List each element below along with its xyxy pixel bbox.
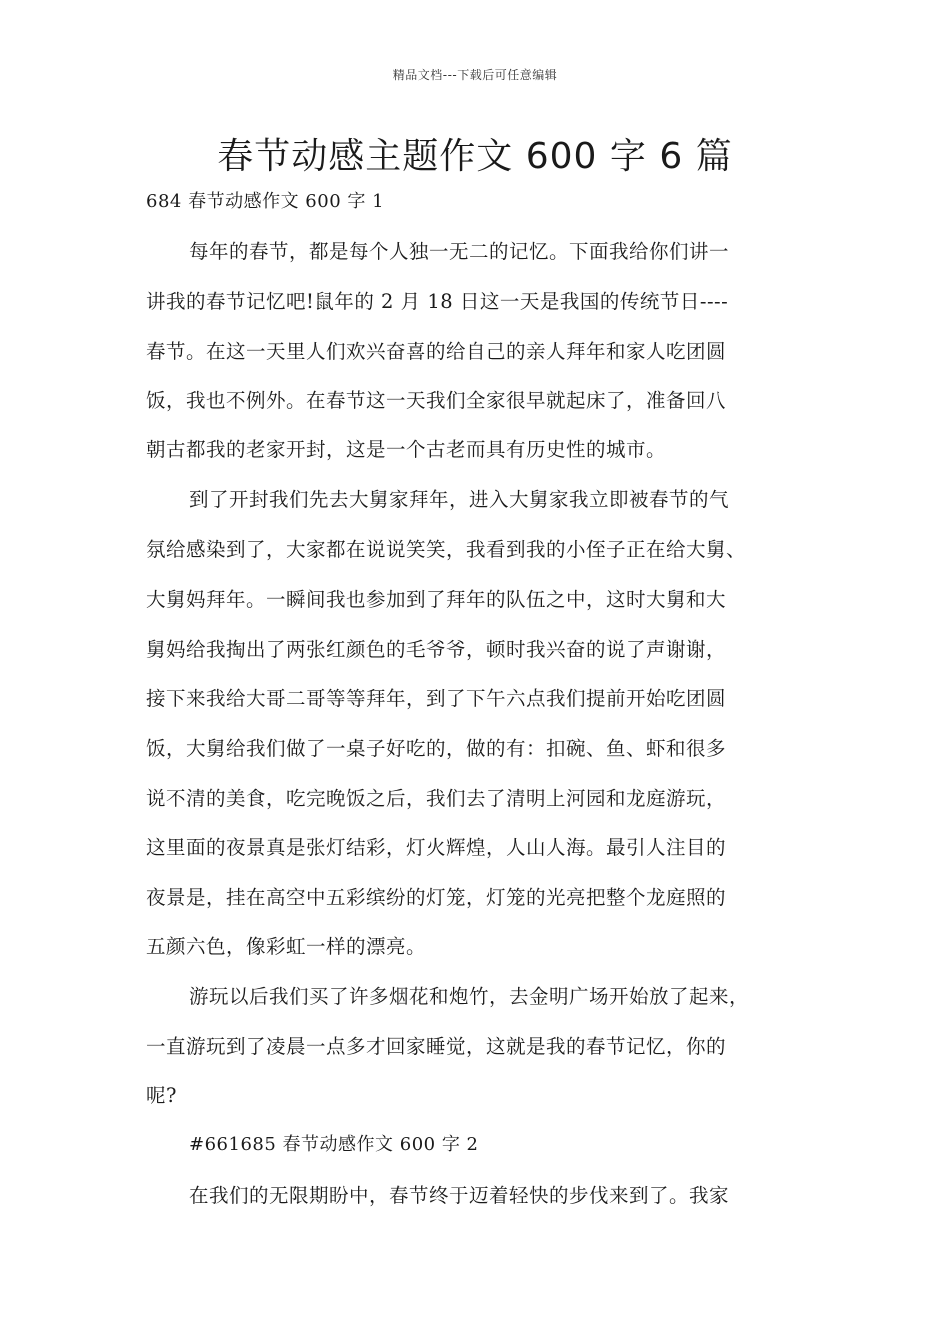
paragraph-line: 饭，大舅给我们做了一桌子好吃的，做的有：扣碗、鱼、虾和很多 [146,737,727,760]
section-heading: #661685 春节动感作文 600 字 2 [189,1134,479,1155]
paragraph-line: 夜景是，挂在高空中五彩缤纷的灯笼，灯笼的光亮把整个龙庭照的 [146,886,727,909]
paragraph-line: 游玩以后我们买了许多烟花和炮竹，去金明广场开始放了起来， [189,985,750,1008]
paragraph-line: 到了开封我们先去大舅家拜年，进入大舅家我立即被春节的气 [189,488,730,511]
header-note: 精品文档---下载后可任意编辑 [392,68,558,82]
paragraph-line: 大舅妈拜年。一瞬间我也参加到了拜年的队伍之中，这时大舅和大 [146,588,727,611]
document-title: 春节动感主题作文 600 字 6 篇 [217,136,733,177]
paragraph-line: 在我们的无限期盼中，春节终于迈着轻快的步伐来到了。我家 [189,1184,730,1207]
paragraph-line: 每年的春节，都是每个人独一无二的记忆。下面我给你们讲一 [189,240,730,263]
paragraph-line: 春节。在这一天里人们欢兴奋喜的给自己的亲人拜年和家人吃团圆 [146,340,727,363]
paragraph-line: 氛给感染到了，大家都在说说笑笑，我看到我的小侄子正在给大舅、 [146,538,747,561]
paragraph-line: 呢? [146,1084,177,1107]
paragraph-line: 接下来我给大哥二哥等等拜年，到了下午六点我们提前开始吃团圆 [146,687,727,710]
paragraph-line: 朝古都我的老家开封，这是一个古老而具有历史性的城市。 [146,438,667,461]
paragraph-line: 五颜六色，像彩虹一样的漂亮。 [146,935,427,958]
paragraph-line: 说不清的美食，吃完晚饭之后，我们去了清明上河园和龙庭游玩， [146,787,727,810]
paragraph-line: 饭，我也不例外。在春节这一天我们全家很早就起床了，准备回八 [146,389,727,412]
paragraph-line: 这里面的夜景真是张灯结彩，灯火辉煌，人山人海。最引人注目的 [146,836,727,859]
paragraph-line: 讲我的春节记忆吧!鼠年的 2 月 18 日这一天是我国的传统节日---- [146,290,729,313]
section-heading: 684 春节动感作文 600 字 1 [146,191,385,212]
paragraph-line: 舅妈给我掏出了两张红颜色的毛爷爷，顿时我兴奋的说了声谢谢， [146,638,727,661]
paragraph-line: 一直游玩到了凌晨一点多才回家睡觉，这就是我的春节记忆，你的 [146,1035,727,1058]
